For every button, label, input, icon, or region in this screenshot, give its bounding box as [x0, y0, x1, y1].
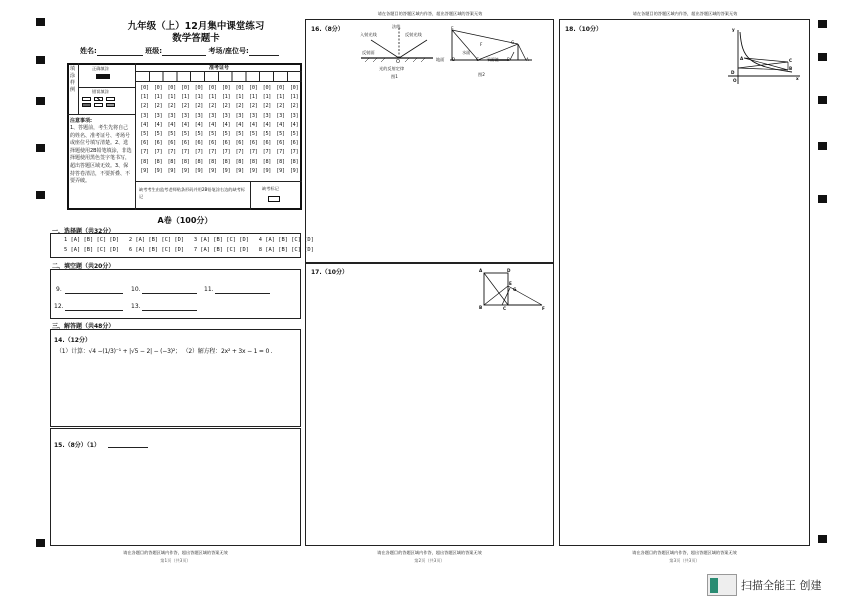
exam-digit-bubble[interactable]: [2] — [140, 103, 149, 110]
fig2-water-label: 水面 — [462, 50, 471, 55]
exam-digit-bubble[interactable]: [4] — [140, 121, 149, 128]
exam-digit-bubble[interactable]: [1] — [167, 94, 176, 101]
exam-digit-bubble[interactable]: [8] — [221, 158, 231, 165]
exam-digit-bubble[interactable]: [6] — [208, 140, 217, 147]
notes-body: 1、答题前，考生先将自己的姓名、准考证号、考场号或座位号填写清楚。2、选择题使用2B铅笔填涂，非选择题使用黑色签字笔书写，超出答题区域无效。3、保持答卷清洁，不要折叠、不要弄破。 — [70, 125, 132, 185]
exam-number-title: 准考证号 — [208, 65, 229, 71]
exam-digit-bubble[interactable]: [8] — [235, 158, 244, 165]
exam-digit-bubble[interactable]: [4] — [153, 121, 163, 128]
exam-digit-bubble[interactable]: [1] — [262, 94, 272, 101]
exam-digit-bubble[interactable]: [9] — [194, 167, 204, 174]
exam-digit-bubble[interactable]: [3] — [289, 112, 299, 119]
exam-digit-bubble[interactable]: [4] — [181, 121, 190, 128]
exam-digit-bubble[interactable]: [8] — [276, 158, 285, 165]
alignment-marker — [36, 539, 45, 547]
exam-digit-bubble[interactable]: [9] — [249, 167, 258, 174]
fill-correct-sample — [96, 74, 110, 79]
alignment-marker — [818, 53, 827, 61]
column3-top-notice: 请在各题目的答题区域内作答，超出答题区域的答案无效 — [632, 11, 738, 16]
q14-label: 14.（12分） — [54, 337, 91, 344]
exam-digit-bubble[interactable]: [3] — [153, 112, 163, 119]
fig2-point-d: D — [452, 57, 456, 62]
column1-page-number: 第1页（共3页） — [160, 558, 191, 563]
q18-point-c: C — [789, 58, 793, 63]
exam-digit-bubble[interactable]: [2] — [249, 103, 258, 110]
exam-digit-bubble[interactable]: [0] — [194, 85, 204, 91]
class-field[interactable] — [162, 48, 206, 56]
exam-digit-bubble[interactable]: [4] — [262, 121, 272, 128]
fill-wrong-samples — [82, 97, 132, 109]
notes-title: 注意事项: — [70, 118, 92, 124]
q18-point-a: A — [740, 56, 744, 61]
fill-q11-label: 11. — [204, 286, 214, 293]
watermark-text: 扫描全能王 创建 — [741, 579, 822, 592]
fill-correct-label: 正确填涂 — [92, 66, 109, 71]
fill-q12-label: 12. — [54, 303, 64, 310]
exam-digit-bubble[interactable]: [7] — [249, 149, 258, 156]
fill-q10-field[interactable] — [142, 286, 197, 294]
exam-digit-bubble[interactable]: [3] — [194, 112, 204, 119]
q18-label: 18.（10分） — [565, 26, 602, 33]
alignment-marker — [818, 96, 827, 104]
column2-bottom-notice: 请在各题目的答题区域内作答，超出答题区域的答案无效 — [377, 550, 482, 555]
exam-digit-bubble[interactable]: [3] — [167, 112, 176, 119]
fig1-number: 图1 — [391, 74, 398, 79]
q17-point-f: F — [542, 306, 545, 311]
fig2-point-e: E — [451, 26, 454, 31]
exam-digit-bubble[interactable]: [6] — [262, 140, 272, 147]
exam-number-column — [288, 84, 301, 176]
absent-instruction: 缺考考生由监考老师贴条形码并用2B铅笔涂右边的缺考标记 — [139, 187, 246, 199]
exam-number-column — [152, 84, 165, 176]
exam-digit-bubble[interactable]: [7] — [153, 149, 163, 156]
exam-digit-bubble[interactable]: [7] — [289, 149, 299, 156]
fig1-incident-label: 入射光线 — [360, 32, 377, 37]
exam-digit-bubble[interactable]: [5] — [208, 130, 217, 137]
page-subtitle: 数学答题卡 — [172, 33, 220, 44]
exam-digit-bubble[interactable]: [8] — [181, 158, 190, 165]
fig2-point-f: F — [480, 42, 483, 47]
exam-digit-bubble[interactable]: [9] — [167, 167, 176, 174]
exam-digit-bubble[interactable]: [4] — [167, 121, 176, 128]
exam-digit-bubble[interactable]: [5] — [235, 130, 244, 137]
class-label: 班级: — [145, 47, 163, 55]
q18-point-d: D — [731, 70, 735, 75]
fig1-mirror-label: 反射面 — [362, 50, 375, 55]
page-title: 九年级（上）12月集中课堂练习 — [127, 21, 265, 32]
exam-digit-bubble[interactable]: [5] — [249, 130, 258, 137]
exam-digit-bubble[interactable]: [2] — [181, 103, 190, 110]
exam-digit-bubble[interactable]: [9] — [208, 167, 217, 174]
exam-digit-bubble[interactable]: [0] — [221, 85, 231, 91]
column3-page-number: 第3页（共3页） — [669, 558, 700, 563]
exam-digit-bubble[interactable]: [5] — [181, 130, 190, 137]
exam-digit-bubble[interactable]: [8] — [167, 158, 176, 165]
exam-digit-bubble[interactable]: [7] — [194, 149, 204, 156]
fig1-point-o: O — [396, 59, 400, 65]
exam-digit-bubble[interactable]: [4] — [249, 121, 258, 128]
fill-q12-field[interactable] — [65, 303, 123, 311]
exam-digit-bubble[interactable]: [7] — [262, 149, 272, 156]
name-label: 姓名: — [80, 47, 97, 55]
exam-digit-bubble[interactable]: [8] — [249, 158, 258, 165]
alignment-marker — [36, 191, 45, 199]
section2-title: 二、填空题（共20分） — [52, 263, 115, 270]
exam-digit-bubble[interactable]: [3] — [235, 112, 244, 119]
fig2-point-b: B — [507, 57, 510, 62]
q16-label: 16.（8分） — [311, 26, 344, 33]
seat-field[interactable] — [249, 48, 279, 56]
q18-origin-o: O — [733, 78, 737, 83]
exam-digit-bubble[interactable]: [3] — [140, 112, 149, 119]
section1-title: 一、选择题（共32分） — [52, 228, 115, 235]
exam-digit-bubble[interactable]: [1] — [208, 94, 217, 101]
fill-q10-label: 10. — [131, 286, 141, 293]
exam-number-column — [220, 84, 233, 176]
exam-digit-bubble[interactable]: [0] — [140, 85, 149, 91]
exam-digit-bubble[interactable]: [5] — [276, 130, 285, 137]
section2-box — [50, 269, 301, 319]
exam-digit-bubble[interactable]: [4] — [194, 121, 204, 128]
alignment-marker — [36, 144, 45, 152]
exam-digit-bubble[interactable]: [2] — [276, 103, 285, 110]
q17-point-c: C — [503, 306, 507, 311]
fig2-point-a: A — [526, 57, 529, 62]
exam-digit-bubble[interactable]: [0] — [167, 85, 176, 91]
exam-digit-bubble[interactable]: [8] — [194, 158, 204, 165]
exam-digit-bubble[interactable]: [6] — [167, 140, 176, 147]
choice-row-2[interactable]: 5 [A] [B] [C] [D] 6 [A] [B] [C] [D] 7 [A] [B] [C] [D] 8 [A] [B] [C] [D] — [64, 247, 314, 253]
alignment-marker — [36, 97, 45, 105]
fig2-point-g: G — [511, 40, 515, 45]
fill-sample-side-label: 填涂样例 — [70, 66, 76, 93]
exam-digit-bubble[interactable]: [6] — [276, 140, 285, 147]
seat-label: 考场/座位号: — [208, 47, 249, 55]
exam-digit-bubble[interactable]: [4] — [235, 121, 244, 128]
fill-wrong-label: 错误填涂 — [92, 89, 109, 94]
exam-digit-bubble[interactable]: [2] — [194, 103, 204, 110]
alignment-marker — [818, 20, 827, 28]
exam-number-column — [206, 84, 219, 176]
q17-point-g: G — [513, 287, 517, 292]
fill-q9-field[interactable] — [65, 286, 123, 294]
exam-digit-bubble[interactable]: [9] — [181, 167, 190, 174]
part-a-title: A卷（100分） — [157, 216, 213, 225]
exam-digit-bubble[interactable]: [1] — [181, 94, 190, 101]
section3-title: 三、解答题（共48分） — [52, 323, 115, 330]
alignment-marker — [818, 142, 827, 150]
absent-mark-label: 缺考标记 — [262, 186, 279, 191]
exam-number-column — [138, 84, 151, 176]
exam-digit-bubble[interactable]: [3] — [249, 112, 258, 119]
student-info-row — [80, 46, 279, 56]
exam-digit-bubble[interactable]: [2] — [289, 103, 299, 110]
q17-label: 17.（10分） — [311, 269, 348, 276]
alignment-marker — [818, 195, 827, 203]
exam-digit-bubble[interactable]: [1] — [140, 94, 149, 101]
alignment-marker — [36, 56, 45, 64]
exam-digit-bubble[interactable]: [0] — [262, 85, 272, 91]
exam-digit-bubble[interactable]: [7] — [167, 149, 176, 156]
q15-label: 15.（8分）（1） — [54, 442, 100, 449]
exam-digit-bubble[interactable]: [4] — [221, 121, 231, 128]
exam-digit-bubble[interactable]: [0] — [276, 85, 285, 91]
absent-mark-box[interactable] — [268, 196, 280, 202]
exam-digit-bubble[interactable]: [6] — [221, 140, 231, 147]
exam-digit-bubble[interactable]: [1] — [249, 94, 258, 101]
exam-number-column — [247, 84, 260, 176]
column2-top-notice: 请在各题目的答题区域内作答，超出答题区域的答案无效 — [377, 11, 483, 16]
exam-digit-bubble[interactable]: [6] — [181, 140, 190, 147]
exam-digit-bubble[interactable]: [2] — [221, 103, 231, 110]
q18-answer-box[interactable] — [559, 19, 810, 546]
fill-q13-field[interactable] — [142, 303, 197, 311]
exam-digit-bubble[interactable]: [4] — [276, 121, 285, 128]
alignment-marker — [818, 535, 827, 543]
exam-digit-bubble[interactable]: [3] — [221, 112, 231, 119]
exam-digit-bubble[interactable]: [1] — [153, 94, 163, 101]
exam-number-column — [165, 84, 178, 176]
scanner-logo — [707, 574, 737, 596]
column2-page-number: 第2页（共3页） — [414, 558, 445, 563]
fig2-point-c: C — [476, 57, 479, 62]
exam-digit-bubble[interactable]: [6] — [289, 140, 299, 147]
column1-bottom-notice: 请在各题目的答题区域内作答，超出答题区域的答案无效 — [123, 550, 228, 555]
exam-digit-bubble[interactable]: [0] — [289, 85, 299, 91]
exam-digit-bubble[interactable]: [9] — [221, 167, 231, 174]
exam-digit-bubble[interactable]: [3] — [276, 112, 285, 119]
exam-number-column — [233, 84, 246, 176]
exam-digit-bubble[interactable]: [3] — [262, 112, 272, 119]
exam-digit-bubble[interactable]: [1] — [235, 94, 244, 101]
q15-field-1[interactable] — [108, 440, 148, 448]
fill-q13-label: 13. — [131, 303, 141, 310]
exam-digit-bubble[interactable]: [7] — [140, 149, 149, 156]
exam-digit-bubble[interactable]: [6] — [153, 140, 163, 147]
exam-number-write-cells[interactable] — [136, 72, 302, 81]
alignment-marker — [36, 18, 45, 26]
exam-digit-bubble[interactable]: [6] — [140, 140, 149, 147]
exam-number-column — [260, 84, 273, 176]
exam-digit-bubble[interactable]: [2] — [153, 103, 163, 110]
choice-row-1[interactable]: 1 [A] [B] [C] [D] 2 [A] [B] [C] [D] 3 [A] [B] [C] [D] 4 [A] [B] [C] [D] — [64, 237, 314, 243]
fig1-caption: 光的反射定律 — [379, 66, 405, 71]
exam-digit-bubble[interactable]: [9] — [289, 167, 299, 174]
exam-number-column — [274, 84, 287, 176]
exam-digit-bubble[interactable]: [7] — [276, 149, 285, 156]
fig2-mirror-label: 平面镜 — [486, 57, 499, 62]
scanner-logo-icon — [710, 578, 718, 593]
exam-digit-bubble[interactable]: [3] — [208, 112, 217, 119]
exam-digit-bubble[interactable]: [5] — [289, 130, 299, 137]
exam-digit-bubble[interactable]: [9] — [235, 167, 244, 174]
exam-digit-bubble[interactable]: [3] — [181, 112, 190, 119]
exam-digit-bubble[interactable]: [4] — [289, 121, 299, 128]
exam-digit-bubble[interactable]: [1] — [194, 94, 204, 101]
exam-digit-bubble[interactable]: [6] — [194, 140, 204, 147]
exam-digit-bubble[interactable]: [2] — [208, 103, 217, 110]
name-field[interactable] — [97, 48, 143, 56]
exam-digit-bubble[interactable]: [0] — [153, 85, 163, 91]
exam-number-grid — [138, 84, 300, 178]
exam-digit-bubble[interactable]: [0] — [235, 85, 244, 91]
exam-digit-bubble[interactable]: [7] — [235, 149, 244, 156]
exam-digit-bubble[interactable]: [8] — [140, 158, 149, 165]
exam-digit-bubble[interactable]: [6] — [235, 140, 244, 147]
fill-q9-label: 9. — [56, 286, 62, 293]
exam-digit-bubble[interactable]: [9] — [153, 167, 163, 174]
exam-digit-bubble[interactable]: [8] — [153, 158, 163, 165]
exam-digit-bubble[interactable]: [0] — [249, 85, 258, 91]
exam-number-column — [192, 84, 205, 176]
exam-digit-bubble[interactable]: [8] — [262, 158, 272, 165]
exam-digit-bubble[interactable]: [7] — [181, 149, 190, 156]
exam-digit-bubble[interactable]: [5] — [153, 130, 163, 137]
fig2-caption: 图2 — [478, 72, 485, 77]
exam-digit-bubble[interactable]: [5] — [221, 130, 231, 137]
column3-bottom-notice: 请在各题目的答题区域内作答，超出答题区域的答案无效 — [632, 550, 737, 555]
exam-digit-bubble[interactable]: [6] — [249, 140, 258, 147]
exam-digit-bubble[interactable]: [5] — [167, 130, 176, 137]
q14-question: （1）计算：√4 −(1/3)⁻¹ + |√5 − 2| − (−3)²； （2）解方程：2x² + 3x − 1 = 0 . — [56, 348, 273, 355]
exam-digit-bubble[interactable]: [0] — [181, 85, 190, 91]
exam-digit-bubble[interactable]: [2] — [262, 103, 272, 110]
exam-digit-bubble[interactable]: [5] — [140, 130, 149, 137]
fig1-reflected-label: 反射光线 — [405, 32, 422, 37]
exam-digit-bubble[interactable]: [1] — [276, 94, 285, 101]
exam-digit-bubble[interactable]: [9] — [276, 167, 285, 174]
exam-digit-bubble[interactable]: [9] — [140, 167, 149, 174]
q17-point-b: B — [479, 305, 483, 310]
exam-digit-bubble[interactable]: [0] — [208, 85, 217, 91]
q18-axis-y: y — [732, 27, 735, 32]
exam-digit-bubble[interactable]: [4] — [208, 121, 217, 128]
q17-point-a: A — [479, 268, 483, 273]
exam-digit-bubble[interactable]: [7] — [208, 149, 217, 156]
exam-number-column — [179, 84, 192, 176]
exam-digit-bubble[interactable]: [7] — [221, 149, 231, 156]
q18-axis-x: x — [796, 76, 799, 81]
q18-point-b: B — [789, 66, 793, 71]
fill-q11-field[interactable] — [215, 286, 270, 294]
exam-digit-bubble[interactable]: [9] — [262, 167, 272, 174]
exam-digit-bubble[interactable]: [5] — [262, 130, 272, 137]
exam-digit-bubble[interactable]: [8] — [208, 158, 217, 165]
q17-point-d: D — [507, 268, 511, 273]
exam-digit-bubble[interactable]: [2] — [167, 103, 176, 110]
fig2-ground-label: 地面 — [436, 57, 445, 62]
exam-digit-bubble[interactable]: [1] — [221, 94, 231, 101]
q17-point-e: E — [509, 281, 512, 286]
exam-digit-bubble[interactable]: [5] — [194, 130, 204, 137]
exam-digit-bubble[interactable]: [1] — [289, 94, 299, 101]
exam-digit-bubble[interactable]: [8] — [289, 158, 299, 165]
exam-digit-bubble[interactable]: [2] — [235, 103, 244, 110]
fig1-normal-label: 法线 — [392, 24, 401, 29]
